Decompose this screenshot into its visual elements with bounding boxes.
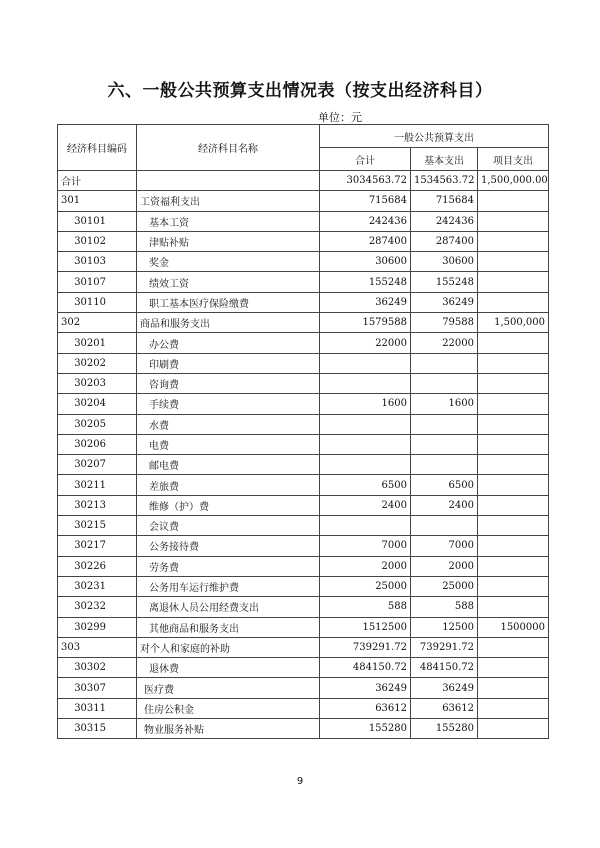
row-basic: 36249	[411, 678, 478, 698]
row-name: 咨询费	[137, 373, 320, 393]
row-project	[478, 434, 549, 454]
row-total: 1600	[320, 394, 411, 414]
row-project: 1,500,000	[478, 313, 549, 333]
table-row	[58, 394, 549, 414]
row-total: 588	[320, 597, 411, 617]
row-basic: 739291.72	[411, 637, 478, 657]
table-row	[58, 231, 549, 251]
row-basic: 36249	[411, 292, 478, 312]
table-row	[58, 292, 549, 312]
row-name: 印刷费	[137, 353, 320, 373]
table-row	[58, 191, 549, 211]
row-total	[320, 516, 411, 536]
row-total: 484150.72	[320, 658, 411, 678]
budget-table	[57, 124, 549, 739]
row-code: 30103	[58, 252, 137, 272]
table-row	[58, 617, 549, 637]
row-code: 30203	[58, 373, 137, 393]
row-code: 30215	[58, 516, 137, 536]
table-row	[58, 719, 549, 739]
row-code: 30201	[58, 333, 137, 353]
row-total: 25000	[320, 576, 411, 596]
row-name: 会议费	[137, 516, 320, 536]
row-code: 30107	[58, 272, 137, 292]
row-name: 离退休人员公用经费支出	[137, 597, 320, 617]
row-project	[478, 333, 549, 353]
row-total: 22000	[320, 333, 411, 353]
row-total: 1579588	[320, 313, 411, 333]
row-total	[320, 434, 411, 454]
row-name: 邮电费	[137, 455, 320, 475]
row-total: 3034563.72	[320, 171, 411, 191]
table-row	[58, 353, 549, 373]
row-name: 职工基本医疗保险缴费	[137, 292, 320, 312]
row-project	[478, 475, 549, 495]
row-code: 30205	[58, 414, 137, 434]
row-project	[478, 292, 549, 312]
row-code: 30211	[58, 475, 137, 495]
header-code: 经济科目编码	[58, 125, 137, 171]
row-project	[478, 576, 549, 596]
row-total: 30600	[320, 252, 411, 272]
row-basic: 588	[411, 597, 478, 617]
row-basic: 25000	[411, 576, 478, 596]
row-basic: 2400	[411, 495, 478, 515]
row-code: 30307	[58, 678, 137, 698]
row-basic: 287400	[411, 231, 478, 251]
row-code: 30102	[58, 231, 137, 251]
row-name: 对个人和家庭的补助	[137, 637, 320, 657]
unit-label: 单位：元	[318, 111, 362, 124]
row-code: 302	[58, 313, 137, 333]
row-total	[320, 414, 411, 434]
row-basic: 484150.72	[411, 658, 478, 678]
row-total: 155280	[320, 719, 411, 739]
table-row	[58, 333, 549, 353]
row-project: 1500000	[478, 617, 549, 637]
row-code: 30207	[58, 455, 137, 475]
row-code: 30315	[58, 719, 137, 739]
row-total: 155248	[320, 272, 411, 292]
row-total: 6500	[320, 475, 411, 495]
table-row	[58, 455, 549, 475]
row-basic: 22000	[411, 333, 478, 353]
row-basic	[411, 414, 478, 434]
page-number: 9	[296, 776, 304, 787]
row-project	[478, 353, 549, 373]
row-code: 30213	[58, 495, 137, 515]
table-row	[58, 536, 549, 556]
row-total: 2400	[320, 495, 411, 515]
row-basic: 6500	[411, 475, 478, 495]
header-total: 合计	[320, 148, 411, 171]
table-row	[58, 171, 549, 191]
row-name: 维修（护）费	[137, 495, 320, 515]
row-name: 绩效工资	[137, 272, 320, 292]
row-name: 商品和服务支出	[137, 313, 320, 333]
row-total: 36249	[320, 678, 411, 698]
table-row	[58, 637, 549, 657]
row-project	[478, 678, 549, 698]
row-basic: 63612	[411, 698, 478, 718]
row-name: 公务接待费	[137, 536, 320, 556]
table-row	[58, 272, 549, 292]
row-total: 2000	[320, 556, 411, 576]
row-project	[478, 394, 549, 414]
table-body	[58, 171, 549, 739]
row-basic	[411, 373, 478, 393]
row-code: 合计	[58, 171, 137, 191]
table-row	[58, 658, 549, 678]
row-project	[478, 495, 549, 515]
table-row	[58, 576, 549, 596]
row-project	[478, 597, 549, 617]
row-project	[478, 272, 549, 292]
row-name: 基本工资	[137, 211, 320, 231]
page-title: 六、一般公共预算支出情况表（按支出经济科目）	[107, 81, 493, 101]
row-name: 退休费	[137, 658, 320, 678]
row-name: 电费	[137, 434, 320, 454]
row-total: 36249	[320, 292, 411, 312]
row-name: 手续费	[137, 394, 320, 414]
header-basic: 基本支出	[411, 148, 478, 171]
row-basic: 155280	[411, 719, 478, 739]
row-basic	[411, 455, 478, 475]
table-row	[58, 495, 549, 515]
table-row	[58, 516, 549, 536]
row-total: 1512500	[320, 617, 411, 637]
row-name: 住房公积金	[137, 698, 320, 718]
row-name: 医疗费	[137, 678, 320, 698]
table-header	[58, 125, 549, 171]
row-project	[478, 719, 549, 739]
row-basic: 155248	[411, 272, 478, 292]
row-project	[478, 231, 549, 251]
table-row	[58, 373, 549, 393]
table-row	[58, 313, 549, 333]
row-code: 30226	[58, 556, 137, 576]
row-total: 739291.72	[320, 637, 411, 657]
row-name: 水费	[137, 414, 320, 434]
row-code: 301	[58, 191, 137, 211]
row-basic: 242436	[411, 211, 478, 231]
row-code: 30204	[58, 394, 137, 414]
row-code: 30311	[58, 698, 137, 718]
row-basic: 1600	[411, 394, 478, 414]
row-basic: 2000	[411, 556, 478, 576]
row-total	[320, 353, 411, 373]
table-row	[58, 434, 549, 454]
table-row	[58, 252, 549, 272]
row-basic: 715684	[411, 191, 478, 211]
table-row	[58, 414, 549, 434]
row-basic	[411, 353, 478, 373]
row-project	[478, 637, 549, 657]
row-name: 办公费	[137, 333, 320, 353]
row-total	[320, 373, 411, 393]
row-basic: 30600	[411, 252, 478, 272]
row-project: 1,500,000.00	[478, 171, 549, 191]
row-code: 30110	[58, 292, 137, 312]
row-code: 30232	[58, 597, 137, 617]
row-total: 7000	[320, 536, 411, 556]
row-project	[478, 698, 549, 718]
row-project	[478, 516, 549, 536]
row-project	[478, 211, 549, 231]
row-project	[478, 658, 549, 678]
table-row	[58, 698, 549, 718]
row-total: 63612	[320, 698, 411, 718]
row-code: 30231	[58, 576, 137, 596]
row-name	[137, 171, 320, 191]
row-basic: 7000	[411, 536, 478, 556]
row-name: 津贴补贴	[137, 231, 320, 251]
row-code: 30217	[58, 536, 137, 556]
row-total	[320, 455, 411, 475]
row-project	[478, 373, 549, 393]
row-basic	[411, 434, 478, 454]
row-total: 715684	[320, 191, 411, 211]
row-project	[478, 536, 549, 556]
row-name: 劳务费	[137, 556, 320, 576]
row-name: 公务用车运行维护费	[137, 576, 320, 596]
table-row	[58, 556, 549, 576]
table-row	[58, 597, 549, 617]
row-code: 30206	[58, 434, 137, 454]
header-name: 经济科目名称	[137, 125, 320, 171]
row-basic: 12500	[411, 617, 478, 637]
table-row	[58, 211, 549, 231]
row-code: 30101	[58, 211, 137, 231]
header-group: 一般公共预算支出	[320, 125, 549, 148]
row-project	[478, 414, 549, 434]
header-project: 项目支出	[478, 148, 549, 171]
row-code: 30299	[58, 617, 137, 637]
row-basic	[411, 516, 478, 536]
row-name: 奖金	[137, 252, 320, 272]
row-name: 物业服务补贴	[137, 719, 320, 739]
row-basic: 79588	[411, 313, 478, 333]
row-total: 287400	[320, 231, 411, 251]
table-row	[58, 678, 549, 698]
row-name: 差旅费	[137, 475, 320, 495]
table-row	[58, 475, 549, 495]
row-basic: 1534563.72	[411, 171, 478, 191]
row-name: 工资福利支出	[137, 191, 320, 211]
row-project	[478, 455, 549, 475]
row-name: 其他商品和服务支出	[137, 617, 320, 637]
row-code: 30202	[58, 353, 137, 373]
row-code: 30302	[58, 658, 137, 678]
row-code: 303	[58, 637, 137, 657]
row-project	[478, 191, 549, 211]
row-project	[478, 556, 549, 576]
row-total: 242436	[320, 211, 411, 231]
row-project	[478, 252, 549, 272]
